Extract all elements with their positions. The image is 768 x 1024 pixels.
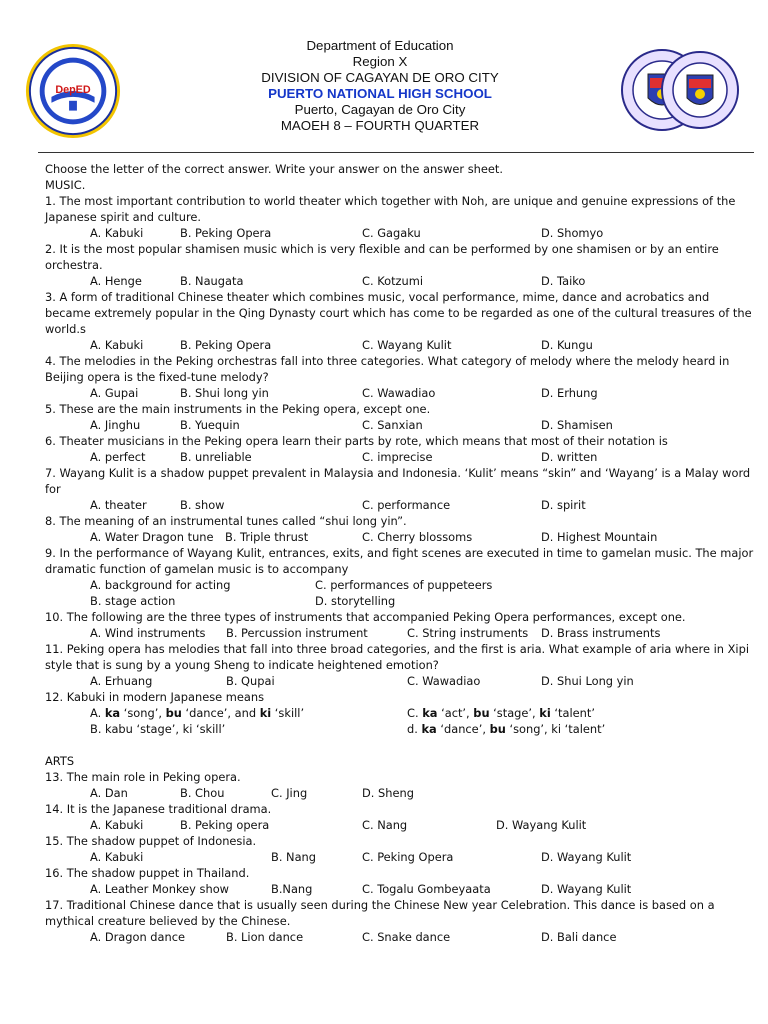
question-3-options bbox=[45, 337, 755, 353]
option-b: B. Peking Opera bbox=[180, 226, 272, 240]
option-d: D. Shomyo bbox=[541, 226, 604, 240]
question-15-options bbox=[45, 849, 755, 865]
header-school-name: PUERTO NATIONAL HIGH SCHOOL bbox=[268, 86, 492, 101]
option-a: A. Gupai bbox=[90, 386, 139, 400]
questions-body bbox=[45, 161, 755, 945]
option-d: D. Erhung bbox=[541, 386, 598, 400]
option-d: D. Highest Mountain bbox=[541, 530, 658, 544]
option-b: B. stage action bbox=[90, 594, 176, 608]
header-address: Puerto, Cagayan de Oro City bbox=[294, 102, 466, 117]
option-c: C. Wayang Kulit bbox=[362, 338, 452, 352]
option-b: B. Shui long yin bbox=[180, 386, 269, 400]
option-a: A. Water Dragon tune bbox=[90, 530, 214, 544]
option-c: C. Nang bbox=[362, 818, 408, 832]
header-exam-title: MAOEH 8 – FOURTH QUARTER bbox=[280, 118, 480, 133]
option-b: B. Peking Opera bbox=[180, 338, 272, 352]
question-7-options bbox=[45, 497, 755, 513]
option-a: A. Dragon dance bbox=[90, 930, 186, 944]
option-c: C. Snake dance bbox=[362, 930, 451, 944]
option-d: d. ka ‘dance’, bu ‘song’, ki ‘talent’ bbox=[407, 722, 606, 736]
option-a: A. Kabuki bbox=[90, 226, 144, 240]
header-department: Department of Education bbox=[306, 38, 454, 53]
question-5-text: 5. These are the main instruments in the Peking opera, except one. bbox=[45, 402, 431, 416]
question-3-text: 3. A form of traditional Chinese theater which combines music, vocal performance, mime, dance and acrobatics and became extremely popular in the Qing Dynasty court which has come to be regarded as one of the cultural treasures of the world.s bbox=[45, 290, 752, 336]
question-1-text: 1. The most important contribution to world theater which together with Noh, are unique and genuine expressions of the Japanese spirit and culture. bbox=[45, 194, 736, 224]
option-c: C. String instruments bbox=[407, 626, 529, 640]
question-11-options bbox=[45, 673, 755, 689]
option-a: A. Dan bbox=[90, 786, 128, 800]
option-a: A. Leather Monkey show bbox=[90, 882, 229, 896]
option-c: C. performances of puppeteers bbox=[315, 578, 493, 592]
question-12-options-row1 bbox=[45, 705, 755, 721]
question-5-options bbox=[45, 417, 755, 433]
option-c: C. Togalu Gombeyaata bbox=[362, 882, 491, 896]
option-d: D. Wayang Kulit bbox=[496, 818, 587, 832]
kagawaran-seal-logo bbox=[620, 38, 740, 138]
question-10-text: 10. The following are the three types of instruments that accompanied Peking Opera performances, except one. bbox=[45, 610, 686, 624]
option-d: D. storytelling bbox=[315, 594, 396, 608]
option-a: A. background for acting bbox=[90, 578, 231, 592]
question-10-options bbox=[45, 625, 755, 641]
document-header bbox=[180, 38, 580, 134]
option-d: D. Taiko bbox=[541, 274, 586, 288]
question-6-options bbox=[45, 449, 755, 465]
option-b: B. Peking opera bbox=[180, 818, 270, 832]
option-c: C. Jing bbox=[271, 786, 308, 800]
option-d: D. Brass instruments bbox=[541, 626, 661, 640]
option-b: B.Nang bbox=[271, 882, 313, 896]
question-13-text: 13. The main role in Peking opera. bbox=[45, 770, 241, 784]
question-15-text: 15. The shadow puppet of Indonesia. bbox=[45, 834, 257, 848]
question-9-text: 9. In the performance of Wayang Kulit, entrances, exits, and fight scenes are executed in time to gamelan music. The major dramatic function of gamelan music is to accompany bbox=[45, 546, 754, 576]
header-divider bbox=[38, 152, 754, 153]
option-b: B. Percussion instrument bbox=[226, 626, 368, 640]
question-14-options bbox=[45, 817, 755, 833]
option-b: B. Lion dance bbox=[226, 930, 304, 944]
option-a: A. Kabuki bbox=[90, 850, 144, 864]
header-region: Region X bbox=[352, 54, 408, 69]
question-2-options bbox=[45, 273, 755, 289]
option-b: B. show bbox=[180, 498, 225, 512]
deped-seal-logo bbox=[24, 42, 122, 140]
question-13-options bbox=[45, 785, 755, 801]
question-16-text: 16. The shadow puppet in Thailand. bbox=[45, 866, 250, 880]
option-d: D. Wayang Kulit bbox=[541, 882, 632, 896]
section-spacer bbox=[45, 737, 755, 753]
question-16-options bbox=[45, 881, 755, 897]
option-c: C. Wawadiao bbox=[362, 386, 436, 400]
question-17-options bbox=[45, 929, 755, 945]
option-b: B. Yuequin bbox=[180, 418, 240, 432]
option-c: C. Sanxian bbox=[362, 418, 423, 432]
question-8-options bbox=[45, 529, 755, 545]
question-12-options-row2 bbox=[45, 721, 755, 737]
music-heading: MUSIC. bbox=[45, 178, 86, 192]
question-17-text: 17. Traditional Chinese dance that is usually seen during the Chinese New year Celebration. This dance is based on a mythical creature believed by the Chinese. bbox=[45, 898, 715, 928]
option-c: C. Peking Opera bbox=[362, 850, 454, 864]
question-8-text: 8. The meaning of an instrumental tunes called “shui long yin”. bbox=[45, 514, 407, 528]
option-d: D. Shamisen bbox=[541, 418, 613, 432]
header-division: DIVISION OF CAGAYAN DE ORO CITY bbox=[261, 70, 499, 85]
option-b: B. Qupai bbox=[226, 674, 275, 688]
option-d: D. Bali dance bbox=[541, 930, 617, 944]
question-9-options-row2 bbox=[45, 593, 755, 609]
question-4-options bbox=[45, 385, 755, 401]
option-a: A. Kabuki bbox=[90, 338, 144, 352]
option-d: D. Shui Long yin bbox=[541, 674, 634, 688]
deped-logo-text: DepED bbox=[55, 83, 91, 96]
question-14-text: 14. It is the Japanese traditional drama. bbox=[45, 802, 272, 816]
option-c: C. ka ‘act’, bu ‘stage’, ki ‘talent’ bbox=[407, 706, 595, 720]
option-b: B. Triple thrust bbox=[225, 530, 309, 544]
option-c: C. imprecise bbox=[362, 450, 433, 464]
question-2-text: 2. It is the most popular shamisen music which is very flexible and can be performed by one shamisen or by an entire orchestra. bbox=[45, 242, 719, 272]
option-b: B. Naugata bbox=[180, 274, 244, 288]
option-a: A. Wind instruments bbox=[90, 626, 206, 640]
instructions: Choose the letter of the correct answer. Write your answer on the answer sheet. bbox=[45, 162, 503, 176]
option-c: C. Wawadiao bbox=[407, 674, 481, 688]
option-b: B. kabu ‘stage’, ki ‘skill’ bbox=[90, 722, 226, 736]
question-12-text: 12. Kabuki in modern Japanese means bbox=[45, 690, 265, 704]
option-c: C. Kotzumi bbox=[362, 274, 423, 288]
option-a: A. Jinghu bbox=[90, 418, 141, 432]
option-b: B. Chou bbox=[180, 786, 225, 800]
option-c: C. Cherry blossoms bbox=[362, 530, 473, 544]
question-11-text: 11. Peking opera has melodies that fall into three broad categories, and the first is aria. What example of aria where in Xipi style that is sung by a young Sheng to indicate heightened emotion? bbox=[45, 642, 749, 672]
option-a: A. theater bbox=[90, 498, 147, 512]
arts-heading: ARTS bbox=[45, 754, 75, 768]
question-4-text: 4. The melodies in the Peking orchestras fall into three categories. What category of melody where the melody heard in Beijing opera is the fixed-tune melody? bbox=[45, 354, 730, 384]
option-a: A. ka ‘song’, bu ‘dance’, and ki ‘skill’ bbox=[90, 706, 305, 720]
option-d: D. Sheng bbox=[362, 786, 414, 800]
question-9-options-row1 bbox=[45, 577, 755, 593]
option-d: D. Kungu bbox=[541, 338, 593, 352]
question-1-options bbox=[45, 225, 755, 241]
question-6-text: 6. Theater musicians in the Peking opera learn their parts by rote, which means that most of their notation is bbox=[45, 434, 668, 448]
option-a: A. perfect bbox=[90, 450, 146, 464]
option-d: D. spirit bbox=[541, 498, 586, 512]
option-c: C. Gagaku bbox=[362, 226, 421, 240]
question-7-text: 7. Wayang Kulit is a shadow puppet prevalent in Malaysia and Indonesia. ‘Kulit’ means “skin” and ‘Wayang’ is a Malay word for bbox=[45, 466, 751, 496]
option-b: B. Nang bbox=[271, 850, 317, 864]
option-b: B. unreliable bbox=[180, 450, 252, 464]
option-a: A. Erhuang bbox=[90, 674, 153, 688]
option-d: D. Wayang Kulit bbox=[541, 850, 632, 864]
option-a: A. Kabuki bbox=[90, 818, 144, 832]
option-c: C. performance bbox=[362, 498, 451, 512]
option-a: A. Henge bbox=[90, 274, 142, 288]
option-d: D. written bbox=[541, 450, 598, 464]
